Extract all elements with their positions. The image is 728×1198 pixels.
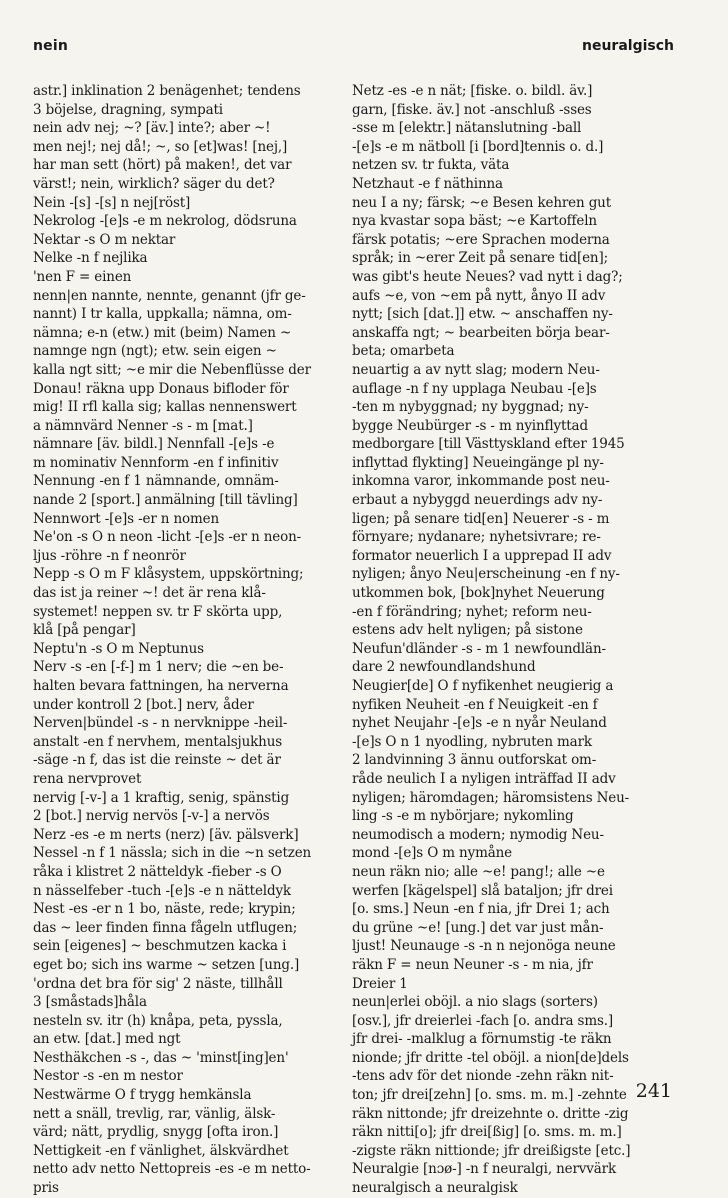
left-column-line: netto adv netto Nettopreis -es -e m netto- (33, 1161, 311, 1178)
right-column-line: Dreier 1 (352, 975, 408, 992)
right-column-line: nytt; [sich [dat.]] etw. ~ anschaffen ny- (352, 306, 613, 323)
left-column-line: systemet! neppen sv. tr F skörta upp, (33, 603, 283, 620)
left-column-line: råka i klistret 2 nätteldyk -fieber -s O (33, 863, 282, 880)
right-column-line: werfen [kägelspel] slå bataljon; jfr drei (352, 882, 613, 899)
right-column-line: erbaut a nybyggd neuerdings adv ny- (352, 492, 603, 509)
right-column-line: nyligen; ånyo Neu|erscheinung -en f ny- (352, 566, 620, 583)
left-column-line: Neptu'n -s O m Neptunus (33, 640, 204, 657)
right-column-line: was gibt's heute Neues? vad nytt i dag?; (352, 268, 623, 285)
left-column-line: pris (33, 1180, 59, 1197)
right-column-line: -tens adv för det nionde -zehn räkn nit- (352, 1068, 614, 1085)
left-column-line: Donau! räkna upp Donaus bifloder för (33, 380, 289, 397)
right-column-line: neuralgisch a neuralgisk (352, 1180, 518, 1197)
right-column-line: Netz -es -e n nät; [fiske. o. bildl. äv.] (352, 83, 593, 99)
right-column-line: bygge Neubürger -s - m nyinflyttad (352, 417, 588, 434)
left-column (33, 82, 368, 1197)
left-column-line: Nerv -s -en [-f-] m 1 nerv; die ~en be- (33, 659, 284, 676)
left-column-line: nett a snäll, trevlig, rar, vänlig, älsk- (33, 1105, 276, 1122)
right-column-line: [o. sms.] Neun -en f nia, jfr Drei 1; ach (352, 901, 610, 918)
right-column-line: mond -[e]s O m nymåne (352, 845, 513, 862)
left-column-line: an etw. [dat.] med ngt (33, 1031, 181, 1048)
left-column-line: nenn|en nannte, nennte, genannt (jfr ge- (33, 287, 306, 304)
left-column-line: nämnare [äv. bildl.] Nennfall -[e]s -e (33, 436, 275, 453)
right-column-line: ling -s -e m nybörjare; nykomling (352, 808, 574, 825)
left-column-line: Nessel -n f 1 nässla; sich in die ~n setzen (33, 845, 312, 862)
left-column-line: rena nervprovet (33, 770, 142, 787)
right-column-line: inkomna varor, inkommande post neu- (352, 473, 610, 490)
right-column-line: nya kvastar sopa bäst; ~e Kartoffeln (352, 213, 597, 230)
left-column-line: Nestwärme O f trygg hemkänsla (33, 1087, 252, 1104)
right-column-line: -zigste räkn nittionde; jfr dreißigste [etc.] (352, 1142, 631, 1159)
left-column-line: nesteln sv. itr (h) knåpa, peta, pyssla, (33, 1012, 283, 1029)
left-column-line: 2 [bot.] nervig nervös [-v-] a nervös (33, 808, 270, 825)
left-column-line: 'ordna det bra för sig' 2 näste, tillhåll (33, 975, 283, 992)
left-column-line: Nelke -n f nejlika (33, 250, 148, 267)
left-column-line: astr.] inklination 2 benägenhet; tendens (33, 83, 301, 99)
left-column-line: ljus -röhre -n f neonrör (33, 547, 186, 564)
right-column-line: aufs ~e, von ~em på nytt, ånyo II adv (352, 287, 606, 304)
page-number: 241 (635, 1080, 672, 1102)
left-column-line: värst!; nein, wirklich? säger du det? (33, 175, 275, 192)
left-column-line: -säge -n f, das ist die reinste ~ det är (33, 752, 281, 769)
right-column-line: nionde; jfr dritte -tel oböjl. a nion[de]dels (352, 1049, 629, 1066)
right-column-line: neun räkn nio; alle ~e! pang!; alle ~e (352, 863, 605, 880)
left-column-line: har man sett (hört) på maken!, det var (33, 157, 292, 174)
left-column-line: värd; nätt, prydlig, snygg [ofta iron.] (33, 1124, 279, 1141)
left-column-line: Nest -es -er n 1 bo, näste, rede; krypin; (33, 901, 296, 918)
left-column-line: under kontroll 2 [bot.] nerv, åder (33, 696, 254, 713)
right-column-line: netzen sv. tr fukta, väta (352, 157, 510, 174)
left-column-line: halten bevara fattningen, ha nerverna (33, 678, 289, 694)
left-column-line: Nektar -s O m nektar (33, 231, 176, 248)
right-column-line: -[e]s -e m nätboll [i [bord]tennis o. d.] (352, 138, 604, 155)
left-column-line: nannt) I tr kalla, uppkalla; nämna, om- (33, 306, 292, 323)
right-column-line: estens adv helt nyligen; på sistone (352, 622, 583, 639)
left-column-line: Ne'on -s O n neon -licht -[e]s -er n neon- (33, 529, 302, 546)
running-header (0, 38, 728, 64)
right-column-line: nyligen; häromdagen; häromsistens Neu- (352, 789, 630, 806)
left-column-line: nämna; e-n (etw.) mit (beim) Namen ~ (33, 324, 292, 341)
right-column-line: neumodisch a modern; nymodig Neu- (352, 826, 604, 843)
right-column-line: ton; jfr drei[zehn] [o. sms. m. m.] -zehnte (352, 1087, 627, 1104)
left-column-line: n nässelfeber -tuch -[e]s -e n nätteldyk (33, 882, 291, 899)
left-column-line: mig! II rfl kalla sig; kallas nennenswert (33, 399, 297, 416)
left-column-line: nervig [-v-] a 1 kraftig, senig, spänstig (33, 789, 290, 806)
right-column-line: språk; in ~erer Zeit på senare tid[en]; (352, 250, 608, 267)
header-right-guideword: neuralgisch (582, 38, 674, 54)
right-column-line: -ten m nybyggnad; ny byggnad; ny- (352, 399, 589, 416)
left-column-line: Nennwort -[e]s -er n nomen (33, 510, 220, 527)
right-column-line: -sse m [elektr.] nätanslutning -ball (352, 120, 582, 137)
left-column-line: nande 2 [sport.] anmälning [till tävling] (33, 492, 298, 509)
right-column-line: ligen; på senare tid[en] Neuerer -s - m (352, 510, 610, 527)
left-column-line: das ~ leer finden finna fågeln utflugen; (33, 919, 298, 936)
right-column-line: dare 2 newfoundlandshund (352, 659, 536, 676)
right-column-line: auflage -n f ny upplaga Neubau -[e]s (352, 380, 597, 397)
right-column-line: du grüne ~e! [ung.] det var just mån- (352, 919, 604, 936)
right-column-line: ljust! Neunauge -s -n n nejonöga neune (352, 938, 616, 955)
left-column-line: Nerven|bündel -s - n nervknippe -heil- (33, 715, 288, 732)
left-column-line: eget bo; sich ins warme ~ setzen [ung.] (33, 956, 300, 973)
left-column-line: Nennung -en f 1 nämnande, omnäm- (33, 473, 279, 490)
left-column-line: 'nen F = einen (33, 268, 132, 285)
left-column-line: men nej!; nej då!; ~, so [et]was! [nej,] (33, 138, 288, 155)
right-column-line: inflyttad flykting] Neueingänge pl ny- (352, 454, 604, 471)
left-column-line: klå [på pengar] (33, 622, 136, 639)
right-column-line: jfr drei- -malklug a förnumstig -te räkn (352, 1031, 612, 1048)
right-column-line: [osv.], jfr dreierlei -fach [o. andra sms.] (352, 1012, 614, 1029)
left-column-line: nein adv nej; ~? [äv.] inte?; aber ~! (33, 120, 271, 137)
right-column-line: medborgare [till Västtyskland efter 1945 (352, 436, 625, 453)
right-column-line: formator neuerlich I a upprepad II adv (352, 547, 612, 564)
right-column-line: Neuralgie [nɔø-] -n f neuralgi, nervvärk (352, 1161, 616, 1178)
right-column (352, 82, 690, 1197)
right-column-line: Netzhaut -e f näthinna (352, 175, 503, 192)
left-column-line: a nämnvärd Nenner -s - m [mat.] (33, 417, 253, 434)
right-column-line: neu I a ny; färsk; ~e Besen kehren gut (352, 194, 612, 211)
right-column-line: Neugier[de] O f nyfikenhet neugierig a (352, 678, 614, 694)
right-column-line: förnyare; nydanare; nyhetsivrare; re- (352, 529, 601, 546)
left-column-line: Nein -[s] -[s] n nej[röst] (33, 194, 191, 211)
right-column-line: räkn nittonde; jfr dreizehnte o. dritte -zig (352, 1105, 629, 1122)
right-column-line: Neufun'dländer -s - m 1 newfoundlän- (352, 640, 606, 657)
left-column-line: namnge ngn (ngt); etw. sein eigen ~ (33, 343, 277, 360)
right-column-line: räkn F = neun Neuner -s - m nia, jfr (352, 956, 593, 973)
right-column-line: nyhet Neujahr -[e]s -e n nyår Neuland (352, 715, 607, 732)
right-column-line: nyfiken Neuheit -en f Neuigkeit -en f (352, 696, 598, 713)
left-column-line: 3 böjelse, dragning, sympati (33, 101, 223, 118)
left-column-line: 3 [småstads]håla (33, 994, 147, 1011)
left-column-line: Nepp -s O m F klåsystem, uppskörtning; (33, 566, 304, 583)
header-left-guideword: nein (33, 38, 69, 54)
right-column-line: neuartig a av nytt slag; modern Neu- (352, 361, 600, 378)
left-column-line: m nominativ Nennform -en f infinitiv (33, 454, 279, 471)
left-column-line: Nettigkeit -en f vänlighet, älskvärdhet (33, 1142, 289, 1159)
left-column-line: anstalt -en f nervhem, mentalsjukhus (33, 733, 283, 750)
left-column-line: Nekrolog -[e]s -e m nekrolog, dödsruna (33, 213, 297, 230)
left-column-line: das ist ja reiner ~! det är rena klå- (33, 585, 266, 602)
right-column-line: färsk potatis; ~ere Sprachen moderna (352, 231, 610, 248)
right-column-line: neun|erlei oböjl. a nio slags (sorters) (352, 994, 598, 1011)
right-column-line: utkommen bok, [bok]nyhet Neuerung (352, 585, 605, 602)
left-column-line: Nestor -s -en m nestor (33, 1068, 183, 1085)
left-column-line: sein [eigenes] ~ beschmutzen kacka i (33, 938, 287, 955)
left-column-line: kalla ngt sitt; ~e mir die Nebenflüsse der (33, 361, 311, 378)
right-column-line: anskaffa ngt; ~ bearbeiten börja bear- (352, 324, 610, 341)
left-column-line: Nesthäkchen -s -, das ~ 'minst[ing]en' (33, 1049, 289, 1066)
right-column-line: råde neulich I a nyligen inträffad II adv (352, 770, 616, 787)
right-column-line: beta; omarbeta (352, 343, 455, 360)
right-column-line: -en f förändring; nyhet; reform neu- (352, 603, 592, 620)
right-column-line: 2 landvinning 3 ännu outforskat om- (352, 752, 597, 769)
right-column-line: garn, [fiske. äv.] not -anschluß -sses (352, 101, 592, 118)
right-column-line: -[e]s O n 1 nyodling, nybruten mark (352, 733, 592, 750)
left-column-line: Nerz -es -e m nerts (nerz) [äv. pälsverk] (33, 826, 299, 843)
right-column-line: räkn nitti[o]; jfr drei[ßig] [o. sms. m. m.] (352, 1124, 622, 1141)
